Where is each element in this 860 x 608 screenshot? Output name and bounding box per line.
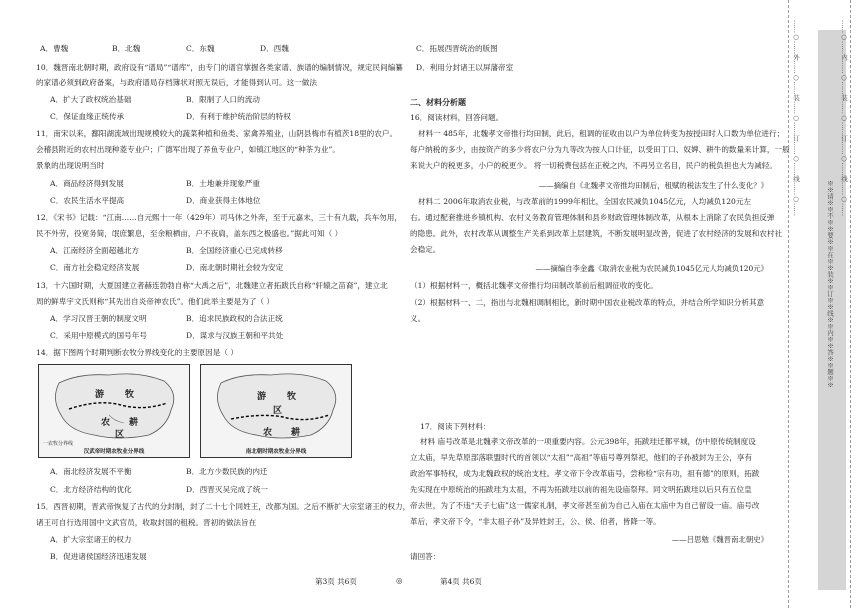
map-nbc-caption: 南北朝时期农牧业分界线 [245, 449, 307, 455]
q14-option-c: C．北方经济结构的优化 [50, 485, 132, 494]
q16-m1-line-2: 每户纳税的多少，由按资产的多少将农户分为九等改为按人口计征，以受田丁口、奴婢、耕牛的数量来计算，一般 [410, 145, 790, 154]
map-han-label-you: 游 [95, 390, 105, 400]
q17-m-line-5: 帝去世，为了不违“天子七庙”这一儒家礼制，孝文帝甚至前为自己入庙在太庙中为自己留设一庙。庙号改 [410, 501, 760, 510]
q10-option-c: C．保证血缘正统传承 [50, 112, 125, 121]
binding-inner-text: ……○……内……○……装……○……订……○……线……○…… [840, 20, 848, 216]
map-han-label-nong: 农 [101, 418, 111, 428]
binding-line-outer [788, 0, 789, 608]
q11-option-a: A．商品经济得到发展 [50, 179, 124, 188]
q15-option-d: D．利用分封诸王以屏藩帝室 [416, 63, 514, 72]
page-4 [400, 0, 790, 608]
map-nanbeichao [200, 364, 352, 458]
binding-line-inner [850, 0, 851, 608]
q14-option-a: A．南北经济发展不平衡 [50, 467, 132, 476]
q16-intro: 16．阅读材料，回答问题。 [410, 113, 504, 122]
map-nbc-label-nong: 农 [263, 428, 273, 438]
q17-source: ——吕思勉《魏晋南北朝史》 [671, 535, 768, 544]
binding-strip [778, 0, 860, 608]
q13-option-a: A．学习汉晋王朝的制度文明 [50, 314, 147, 323]
page-4-footer: 第4页 共6页 [440, 577, 482, 586]
q10-option-b: B．限制了人口的流动 [186, 95, 260, 104]
q13-option-b: B．追求民族政权的合法正统 [186, 314, 283, 323]
map-han-label-qu: 区 [115, 430, 125, 440]
q17-intro: 17．阅读下列材料： [420, 422, 491, 431]
q16-m1-line-1: 材料一 485年，北魏孝文帝推行均田制，此后，租调的征收由以户为单位转变为按授田时人口数为单位进行； [418, 129, 785, 138]
map-han-caption: 汉武帝时期农牧业分界线 [83, 449, 145, 455]
q12-option-a: A．江南经济全面超越北方 [50, 246, 140, 255]
page-3-footer: 第3页 共6页 [315, 577, 357, 586]
q10-line-2: 的家谱必须到政府备案，与政府谱局存档簿状对照无误后，才能得到认可。这一做法 [36, 78, 317, 87]
q13-line-1: 13．十六国时期，大夏国建立者赫连勃勃自称“大禹之后”，北魏建立者拓跋氏自称“轩辕之苗裔”，建立北 [36, 281, 388, 290]
q17-m-line-4: 先实现在中原统治的拓跋珪为太祖，不再为拓跋珪以前的祖先设庙祭拜。同文明拓跋珪以后只有五位皇 [410, 485, 752, 494]
binding-warning-text: ※※请※※不※※要※※在※※装※※订※※线※※内※※答※※题※※ [826, 180, 834, 388]
q13-line-2: 周的鲜卑宇文氏则称“其先出自炎帝神农氏”。他们此举主要是为了（ ） [36, 297, 274, 306]
q11-line-1: 11．南宋以来，鄱阳湖流域出现规模较大的蔬菜种植和鱼类、家禽养殖业，山阴县梅市有植茨18里的农户。 [36, 129, 398, 138]
q16-m2-line-4: 会稳定。 [410, 245, 441, 254]
q13-option-d: D．谋求与汉族王朝和平共处 [186, 331, 284, 340]
q10-line-1: 10．魏晋南北朝时期，政府设有“谱局”“谱库”，由专门的谱官掌握各类家谱、族谱的编制情况，规定民间编纂 [36, 63, 403, 72]
page-3 [0, 0, 411, 608]
q12-option-c: C．南方社会稳定经济发展 [50, 263, 140, 272]
q11-option-d: D．商业获得主体地位 [186, 196, 261, 205]
q16-m2-line-1: 材料二 2006年取消农业税，与改革前的1999年相比，全国农民减负1045亿元，人均减负120元左 [418, 197, 752, 206]
q9-option-c: C．东魏 [186, 44, 215, 53]
q16-m1-source: ——摘编自《北魏孝文帝推均田制后，租赋的税法发生了什么变化？》 [538, 181, 768, 190]
map-han-wudi [38, 364, 190, 458]
map-legend: 一农牧分界线 [43, 441, 74, 447]
q14-line: 14．据下图两个时期判断农牧分界线变化的主要原因是（ ） [36, 348, 238, 357]
map-nbc-label-geng: 耕 [291, 428, 301, 438]
map-han-label-geng: 耕 [129, 418, 139, 428]
q16-m2-source: ——摘编自李金鑫《取消农业税为农民减负1045亿元人均减负120元》 [535, 264, 768, 273]
q16-ask-1: （1）根据材料一，概括北魏孝文帝推行均田制改革前后租调征收的变化。 [410, 281, 658, 290]
q11-option-c: C．农民生活水平提高 [50, 196, 125, 205]
q10-option-a: A．扩大了政权统治基础 [50, 95, 132, 104]
q9-option-d: D．西魏 [260, 44, 289, 53]
q11-line-3: 景象的出现说明当时 [36, 161, 105, 170]
q17-m-line-6: 革后，孝文帝下令，“非太祖子孙”及异姓封王，公、侯、伯者，皆降一等。 [410, 517, 661, 526]
binding-outer-text: ……○……外……○……装……○……订……○……线……○…… [792, 20, 800, 216]
q16-m2-line-2: 右。通过配套推进乡镇机构、农村义务教育管理体制和县乡财政管理体制改革，从根本上消除了农民负担反弹 [410, 213, 775, 222]
q12-line-2: 民不外劳，役宽务简，氓庶繁息，至余粮栖亩，户不夜扃，盖东西之极盛也。”据此可知（ ） [36, 229, 343, 238]
q12-option-d: D．南北朝时期社会较为安定 [186, 263, 284, 272]
q16-ask-2-line-1: （2）根据材料一、二，指出与北魏相调制相比，新时期中国农业税改革的特点，并结合所学知识分析其意 [410, 298, 765, 307]
map-nbc-label-you: 游 [257, 392, 267, 402]
q14-option-b: B．北方少数民族的内迁 [186, 467, 268, 476]
q15-option-c: C．拓展西晋统治的版图 [416, 44, 498, 53]
q15-line-2: 诸王可自行选用国中文武官员，收取封国的租税。晋初的做法旨在 [36, 518, 257, 527]
q15-line-1: 15．西晋初期，晋武帝恢复了古代的分封制，封了二十七个同姓王，改都为国。之后不断扩大宗室诸王的权力， [36, 502, 411, 511]
q16-m1-line-3: 来说大户的税更多，小户的税更少。 将一切税费包括在正税之内，不再另立名目，民户的税负担也大为减轻。 [410, 161, 777, 170]
q9-option-b: B．北魏 [112, 44, 141, 53]
q11-option-b: B．土地兼并现象严重 [186, 179, 260, 188]
q16-m2-line-3: 的隐患。此外，农村改革从调整生产关系到改革上层建筑，不断发展明显改善，促进了农村经济的发展和农村社 [410, 229, 783, 238]
q10-option-d: D．有利于维护统治阶层的特权 [186, 112, 291, 121]
page-divider-mark: ◎ [396, 576, 403, 585]
q17-m-line-2: 立太庙，早先草原部落联盟时代的首领以“太祖”“高祖”等庙号尊列祭祀，他们的子孙被封为王公，享有 [410, 453, 753, 462]
section-title: 二、材料分析题 [410, 97, 466, 107]
q12-option-b: B．全国经济重心已完成转移 [186, 246, 283, 255]
map-nbc-label-mu: 牧 [287, 392, 297, 402]
q9-option-a: A．曹魏 [40, 44, 69, 53]
q14-option-d: D．西晋灭吴完成了统一 [186, 485, 269, 494]
q15-option-b: B．促进诸侯国经济迅速发展 [50, 552, 147, 561]
map-nbc-label-qu: 区 [273, 406, 283, 416]
q17-m-line-3: 政治军事特权，成为北魏政权的统治支柱。孝文帝下令改革庙号，尝称检“宗有功，祖有德”的原则，拓跋 [410, 469, 760, 478]
map-han-outline [39, 365, 189, 445]
q17-m-line-1: 材料 庙号改革是北魏孝文帝改革的一项重要内容。公元398年，拓跋珪迁都平城，仿中原传统制度设 [420, 437, 756, 446]
q15-option-a: A．扩大宗室诸王的权力 [50, 535, 132, 544]
q13-option-c: C．采用中原模式的国号年号 [50, 331, 147, 340]
q16-ask-2-line-2: 义。 [410, 314, 426, 323]
map-han-label-mu: 牧 [125, 390, 135, 400]
q11-line-2: 会稽县附近的农村出现种菱专业户；广德军出现了养鱼专业户，如镇江地区的“种茶为业”。 [36, 145, 340, 154]
q12-line-1: 12．《宋书》记载：“江南……自元熙十一年（429年）司马休之外奔，至于元嘉末，三十有九载，兵车勿用， [36, 213, 402, 222]
q17-ask: 请回答： [410, 552, 441, 561]
